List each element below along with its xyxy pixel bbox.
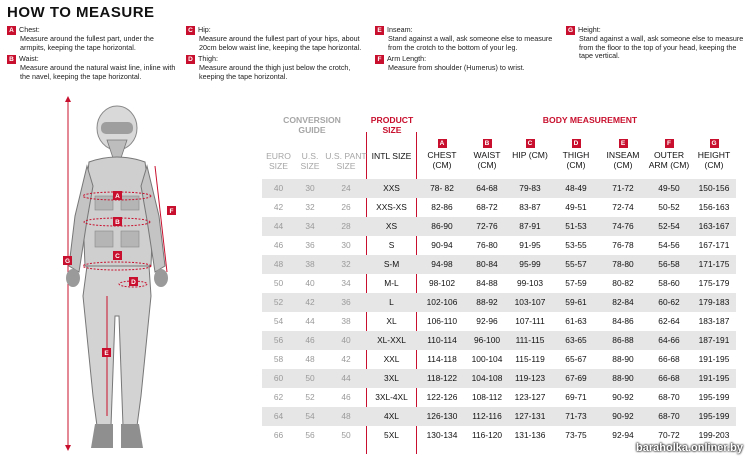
table-cell-hip: 127-131: [514, 411, 546, 421]
table-cell-intl: XS: [385, 221, 398, 231]
table-cell-inseam: 82-84: [612, 297, 634, 307]
badge-d: D: [186, 55, 195, 64]
table-row: [262, 312, 736, 331]
table-cell-us: 32: [305, 202, 315, 212]
table-cell-euro: 58: [273, 354, 284, 364]
table-cell-intl: L: [389, 297, 394, 307]
table-cell-uspant: 42: [341, 354, 351, 364]
table-cell-inseam: 76-78: [612, 240, 634, 250]
table-cell-intl: 3XL-4XL: [375, 392, 408, 402]
table-row: [262, 274, 736, 293]
table-cell-height: 199-203: [698, 430, 730, 440]
table-cell-uspant: 32: [341, 259, 351, 269]
table-cell-uspant: 44: [341, 373, 351, 383]
table-cell-intl: M-L: [384, 278, 399, 288]
conversion-guide-header: CONVERSION GUIDE: [283, 115, 341, 135]
column-badge: F: [665, 139, 674, 148]
table-cell-height: 187-191: [698, 335, 730, 345]
instruction-inseam: [375, 26, 555, 52]
table-cell-euro: 54: [273, 316, 284, 326]
table-cell-uspant: 26: [341, 202, 351, 212]
table-cell-chest: 106-110: [426, 316, 458, 326]
table-cell-us: 38: [305, 259, 315, 269]
table-cell-us: 34: [305, 221, 315, 231]
table-cell-thigh: 57-59: [565, 278, 587, 288]
table-cell-arm: 56-58: [658, 259, 680, 269]
table-cell-euro: 52: [273, 297, 284, 307]
table-cell-chest: 126-130: [426, 411, 458, 421]
table-cell-waist: 112-116: [472, 411, 502, 421]
column-header-uspant: [325, 151, 367, 171]
column-label: OUTER ARM (CM): [648, 150, 690, 170]
table-row: [262, 198, 736, 217]
table-cell-waist: 64-68: [476, 183, 498, 193]
table-cell-inseam: 80-82: [612, 278, 634, 288]
column-header-hip: [508, 139, 552, 160]
table-cell-thigh: 61-63: [565, 316, 587, 326]
instruction-label: Height:: [578, 25, 601, 35]
instruction-label: Thigh:: [198, 54, 218, 64]
table-cell-hip: 99-103: [516, 278, 544, 288]
table-cell-euro: 64: [273, 411, 284, 421]
table-cell-uspant: 34: [341, 278, 351, 288]
body-measurement-header: BODY MEASUREMENT: [542, 115, 638, 125]
table-cell-us: 54: [305, 411, 315, 421]
table-cell-us: 36: [305, 240, 315, 250]
table-cell-inseam: 88-90: [612, 373, 634, 383]
table-cell-hip: 131-136: [514, 430, 546, 440]
table-cell-hip: 91-95: [519, 240, 541, 250]
table-cell-waist: 116-120: [471, 430, 503, 440]
table-cell-height: 191-195: [698, 373, 730, 383]
instruction-label: Inseam:: [387, 25, 413, 35]
instruction-label: Hip:: [198, 25, 211, 35]
table-cell-intl: XXL: [383, 354, 400, 364]
table-cell-uspant: 38: [341, 316, 351, 326]
column-badge: G: [711, 140, 717, 147]
table-cell-height: 163-167: [698, 221, 730, 231]
column-badge: A: [438, 139, 447, 148]
instruction-text: Measure around the fullest part of your hips, about 20cm below waist line, keeping the tape horizontal.: [199, 34, 362, 52]
table-cell-uspant: 50: [341, 430, 351, 440]
column-header-us: [295, 151, 325, 171]
table-cell-uspant: 40: [341, 335, 351, 345]
table-cell-arm: 62-64: [658, 316, 680, 326]
column-label: WAIST (CM): [473, 150, 501, 170]
table-cell-waist: 84-88: [476, 278, 498, 288]
badge-a: A: [7, 26, 16, 35]
table-cell-uspant: 28: [341, 221, 351, 231]
table-cell-height: 183-187: [698, 316, 730, 326]
table-cell-chest: 78- 82: [430, 183, 454, 193]
figure-label-g: G: [64, 258, 71, 265]
column-header-euro: [262, 151, 295, 171]
table-cell-us: 56: [305, 430, 315, 440]
table-cell-waist: 88-92: [476, 297, 498, 307]
instruction-label: Waist:: [19, 54, 39, 64]
table-cell-arm: 64-66: [658, 335, 680, 345]
column-header-arm: [646, 139, 692, 170]
table-cell-euro: 56: [273, 335, 284, 345]
table-cell-chest: 90-94: [431, 240, 453, 250]
figure-label-a: A: [115, 193, 120, 200]
table-cell-us: 44: [305, 316, 315, 326]
table-cell-hip: 95-99: [519, 259, 541, 269]
table-cell-inseam: 78-80: [612, 259, 634, 269]
table-cell-chest: 82-86: [431, 202, 453, 212]
table-cell-inseam: 72-74: [612, 202, 634, 212]
table-cell-us: 40: [305, 278, 315, 288]
instruction-text: Stand against a wall, ask someone else to measure from the crotch to the bottom of your leg.: [388, 34, 553, 52]
instruction-text: Measure from shoulder (Humerus) to wrist.: [388, 63, 525, 72]
table-cell-arm: 52-54: [658, 221, 680, 231]
table-cell-height: 167-171: [698, 240, 730, 250]
table-cell-chest: 94-98: [431, 259, 453, 269]
table-cell-arm: 60-62: [658, 297, 680, 307]
table-cell-inseam: 86-88: [612, 335, 634, 345]
table-cell-chest: 130-134: [426, 430, 458, 440]
table-cell-euro: 66: [273, 430, 284, 440]
table-row: [262, 255, 736, 274]
table-cell-thigh: 59-61: [565, 297, 587, 307]
table-cell-thigh: 51-53: [565, 221, 587, 231]
table-cell-arm: 66-68: [658, 373, 680, 383]
table-cell-thigh: 71-73: [565, 411, 587, 421]
column-badge: E: [619, 139, 628, 148]
table-cell-chest: 86-90: [431, 221, 453, 231]
table-cell-hip: 119-123: [514, 373, 546, 383]
table-cell-height: 150-156: [698, 183, 730, 193]
badge-c: C: [186, 26, 195, 35]
column-header-height: [692, 139, 736, 170]
instruction-label: Arm Length:: [387, 54, 427, 64]
table-cell-thigh: 65-67: [565, 354, 587, 364]
column-label: THIGH (CM): [562, 150, 590, 170]
instruction-hip: [186, 26, 364, 52]
table-row: [262, 293, 736, 312]
column-label: CHEST (CM): [427, 150, 457, 170]
table-cell-hip: 123-127: [514, 392, 546, 402]
table-cell-hip: 83-87: [519, 202, 541, 212]
table-cell-inseam: 90-92: [612, 392, 634, 402]
table-cell-waist: 104-108: [471, 373, 503, 383]
rider-figure-illustration: [55, 96, 215, 451]
table-cell-thigh: 69-71: [565, 392, 587, 402]
figure-label-c: C: [115, 253, 120, 260]
table-cell-hip: 115-119: [515, 354, 545, 364]
column-label: INSEAM (CM): [606, 150, 640, 170]
table-cell-intl: S-M: [383, 259, 400, 269]
table-cell-hip: 103-107: [514, 297, 546, 307]
table-cell-arm: 68-70: [658, 392, 680, 402]
table-row: [262, 369, 736, 388]
table-cell-chest: 118-122: [426, 373, 458, 383]
badge-f: F: [375, 55, 384, 64]
table-cell-hip: 87-91: [519, 221, 541, 231]
table-row: [262, 350, 736, 369]
column-label: HEIGHT (CM): [697, 150, 731, 170]
table-cell-waist: 96-100: [473, 335, 501, 345]
column-badge: D: [572, 139, 581, 148]
table-cell-arm: 54-56: [658, 240, 680, 250]
badge-e: E: [375, 26, 384, 35]
table-cell-arm: 68-70: [658, 411, 680, 421]
table-cell-thigh: 67-69: [565, 373, 587, 383]
column-header-waist: [466, 139, 508, 170]
table-cell-euro: 50: [273, 278, 284, 288]
table-cell-inseam: 71-72: [612, 183, 634, 193]
badge-b: B: [7, 55, 16, 64]
badge-g: G: [567, 27, 574, 34]
column-header-intl: [367, 151, 416, 161]
table-cell-thigh: 49-51: [565, 202, 587, 212]
table-row: [262, 179, 736, 198]
table-cell-waist: 100-104: [471, 354, 503, 364]
column-badge: C: [526, 139, 535, 148]
table-cell-uspant: 48: [341, 411, 351, 421]
table-row: [262, 331, 736, 350]
instruction-text: Measure around the thigh just below the crotch, keeping the tape horizontal.: [199, 63, 351, 81]
table-cell-waist: 76-80: [476, 240, 498, 250]
table-cell-arm: 58-60: [658, 278, 680, 288]
table-cell-thigh: 53-55: [565, 240, 587, 250]
table-cell-intl: XXS-XS: [376, 202, 407, 212]
table-row: [262, 388, 736, 407]
column-label: U.S. SIZE: [300, 151, 320, 171]
column-label: INTL SIZE: [371, 151, 412, 161]
table-cell-euro: 44: [273, 221, 284, 231]
table-cell-us: 42: [305, 297, 315, 307]
table-cell-hip: 79-83: [519, 183, 541, 193]
table-row: [262, 217, 736, 236]
table-cell-inseam: 84-86: [612, 316, 634, 326]
table-cell-waist: 72-76: [476, 221, 498, 231]
table-cell-arm: 50-52: [658, 202, 680, 212]
figure-label-b: B: [115, 219, 120, 226]
table-row: [262, 407, 736, 426]
instruction-waist: [7, 55, 177, 81]
table-cell-intl: 5XL: [384, 430, 399, 440]
table-cell-inseam: 88-90: [612, 354, 634, 364]
table-cell-intl: XXS: [383, 183, 400, 193]
instruction-arm-length: [375, 55, 555, 73]
column-badge: B: [483, 139, 492, 148]
table-cell-waist: 108-112: [471, 392, 503, 402]
watermark: baraholka.onliner.by: [636, 442, 743, 454]
table-cell-inseam: 74-76: [612, 221, 634, 231]
table-cell-intl: S: [388, 240, 395, 250]
table-cell-chest: 98-102: [428, 278, 456, 288]
table-cell-waist: 92-96: [476, 316, 498, 326]
table-cell-chest: 122-126: [426, 392, 458, 402]
figure-label-f: F: [169, 208, 174, 215]
instruction-height: [566, 26, 744, 61]
table-cell-euro: 60: [273, 373, 284, 383]
table-cell-thigh: 55-57: [565, 259, 587, 269]
table-cell-chest: 114-118: [427, 354, 457, 364]
figure-label-e: E: [104, 350, 109, 357]
table-cell-intl: 4XL: [384, 411, 399, 421]
table-cell-inseam: 90-92: [612, 411, 634, 421]
table-cell-euro: 40: [273, 183, 284, 193]
figure-label-d: D: [131, 279, 136, 286]
table-cell-euro: 42: [273, 202, 284, 212]
table-cell-intl: XL-XXL: [377, 335, 406, 345]
table-cell-us: 46: [305, 335, 315, 345]
table-cell-height: 195-199: [698, 392, 730, 402]
table-cell-height: 179-183: [698, 297, 730, 307]
column-header-thigh: [552, 139, 600, 170]
column-label: HIP (CM): [512, 150, 548, 160]
page-title: HOW TO MEASURE: [7, 4, 155, 21]
instruction-text: Measure around the natural waist line, inline with the navel, keeping the tape horizontal.: [20, 63, 176, 81]
table-cell-height: 195-199: [698, 411, 730, 421]
table-cell-hip: 111-115: [515, 335, 545, 345]
instruction-label: Chest:: [19, 25, 40, 35]
table-cell-uspant: 30: [341, 240, 351, 250]
table-cell-us: 50: [305, 373, 315, 383]
table-cell-us: 52: [305, 392, 315, 402]
table-cell-waist: 80-84: [476, 259, 498, 269]
table-cell-us: 48: [305, 354, 315, 364]
table-cell-arm: 70-72: [658, 430, 680, 440]
instruction-thigh: [186, 55, 364, 81]
table-cell-thigh: 73-75: [565, 430, 587, 440]
table-cell-intl: 3XL: [384, 373, 399, 383]
table-cell-euro: 46: [273, 240, 284, 250]
table-cell-thigh: 63-65: [565, 335, 587, 345]
table-cell-euro: 62: [273, 392, 284, 402]
instruction-chest: [7, 26, 177, 52]
column-label: EURO SIZE: [266, 151, 291, 171]
table-cell-euro: 48: [273, 259, 284, 269]
table-row: [262, 236, 736, 255]
table-cell-inseam: 92-94: [612, 430, 634, 440]
table-cell-uspant: 46: [341, 392, 351, 402]
column-header-chest: [418, 139, 466, 170]
table-cell-hip: 107-111: [515, 316, 545, 326]
table-cell-thigh: 48-49: [565, 183, 587, 193]
table-cell-height: 156-163: [698, 202, 730, 212]
table-cell-chest: 110-114: [427, 335, 457, 345]
table-cell-us: 30: [305, 183, 315, 193]
table-cell-uspant: 36: [341, 297, 351, 307]
table-cell-uspant: 24: [341, 183, 351, 193]
table-cell-arm: 49-50: [658, 183, 680, 193]
table-cell-height: 171-175: [698, 259, 730, 269]
table-cell-waist: 68-72: [476, 202, 498, 212]
column-header-inseam: [600, 139, 646, 170]
column-label: U.S. PANT SIZE: [325, 151, 367, 171]
table-cell-height: 191-195: [698, 354, 730, 364]
instruction-text: Measure around the fullest part, under the armpits, keeping the tape horizontal.: [20, 34, 154, 52]
table-cell-height: 175-179: [698, 278, 730, 288]
table-cell-arm: 66-68: [658, 354, 680, 364]
product-size-header: PRODUCT SIZE: [370, 115, 414, 135]
instruction-text: Stand against a wall, ask someone else to measure from the floor to the top of your head, keeping the tape vertical.: [579, 34, 744, 61]
table-cell-chest: 102-106: [426, 297, 458, 307]
table-cell-intl: XL: [386, 316, 397, 326]
